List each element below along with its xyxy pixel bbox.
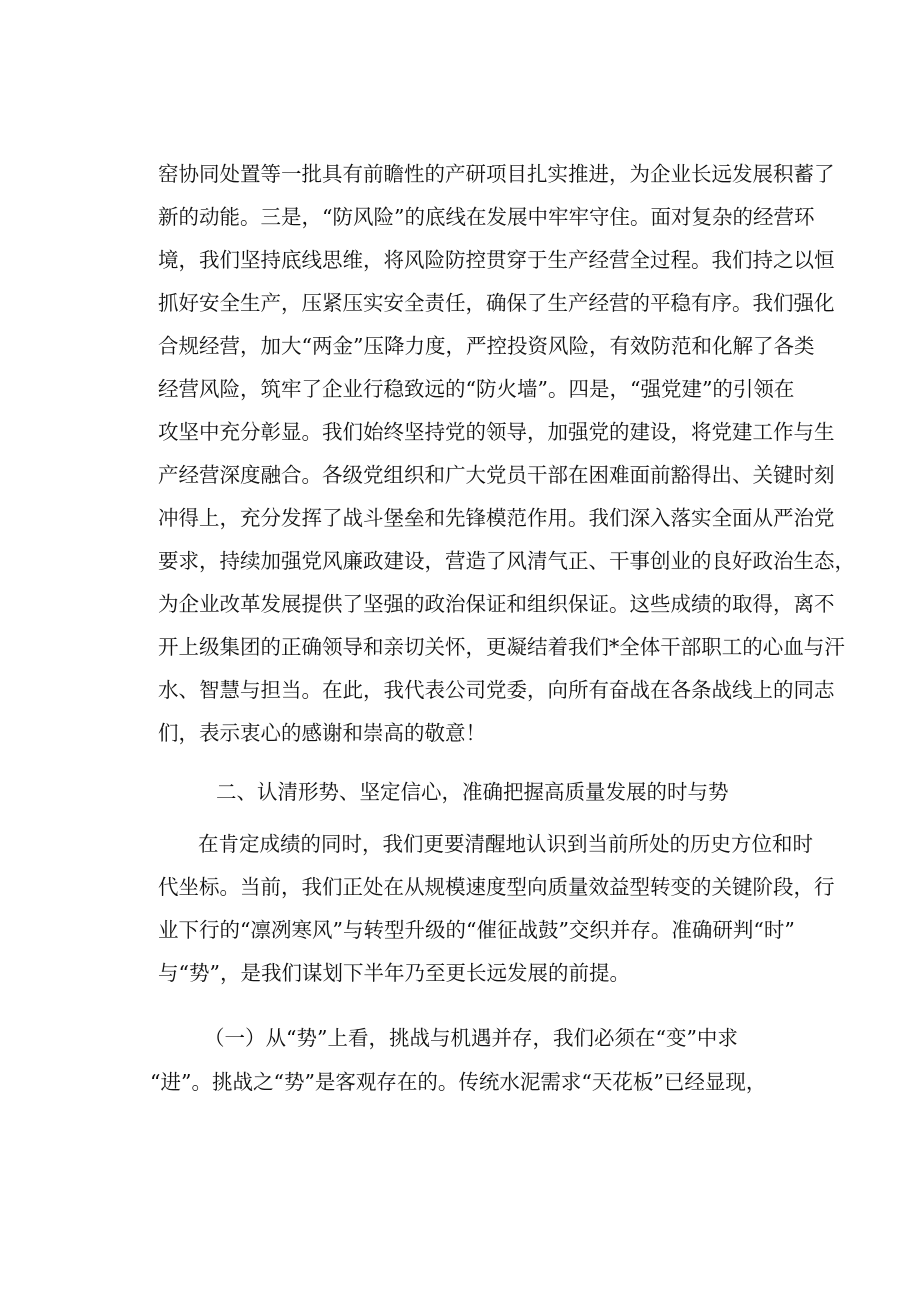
text-line: 境，我们坚持底线思维，将风险防控贯穿于生产经营全过程。我们持之以恒 [158, 248, 835, 272]
text-line: 合规经营，加大“两金”压降力度，严控投资风险，有效防范和化解了各类 [158, 334, 815, 358]
text-line: 要求，持续加强党风廉政建设，营造了风清气正、干事创业的良好政治生态， [158, 549, 855, 573]
text-line: 业下行的“凛冽寒风”与转型升级的“催征战鼓”交织并存。准确研判“时” [158, 918, 795, 942]
text-line: 们，表示衷心的感谢和崇高的敬意！ [158, 721, 486, 745]
text-line: 产经营深度融合。各级党组织和广大党员干部在困难面前豁得出、关键时刻 [158, 463, 835, 487]
text-line: 攻坚中充分彰显。我们始终坚持党的领导，加强党的建设，将党建工作与生 [158, 420, 835, 444]
text-line: 冲得上，充分发挥了战斗堡垒和先锋模范作用。我们深入落实全面从严治党 [158, 506, 835, 530]
text-line: 抓好安全生产，压紧压实安全责任，确保了生产经营的平稳有序。我们强化 [158, 291, 835, 315]
text-line: “进”。挑战之“势”是客观存在的。传统水泥需求“天花板”已经显现， [150, 1070, 767, 1094]
text-line: 与“势”，是我们谋划下半年乃至更长远发展的前提。 [158, 961, 630, 985]
text-line: 水、智慧与担当。在此，我代表公司党委，向所有奋战在各条战线上的同志 [158, 678, 835, 702]
text-line: 经营风险，筑牢了企业行稳致远的“防火墙”。四是，“强党建”的引领在 [158, 377, 795, 401]
text-line: 为企业改革发展提供了坚强的政治保证和组织保证。这些成绩的取得，离不 [158, 592, 835, 616]
section-heading: 二、认清形势、坚定信心，准确把握高质量发展的时与势 [216, 780, 729, 804]
text-line: 在肯定成绩的同时，我们更要清醒地认识到当前所处的历史方位和时 [198, 832, 813, 856]
text-line: 代坐标。当前，我们正处在从规模速度型向质量效益型转变的关键阶段，行 [158, 875, 835, 899]
text-line: 新的动能。三是，“防风险”的底线在发展中牢牢守住。面对复杂的经营环 [158, 205, 815, 229]
text-line: 窑协同处置等一批具有前瞻性的产研项目扎实推进，为企业长远发展积蓄了 [158, 162, 835, 186]
text-line: 开上级集团的正确领导和亲切关怀，更凝结着我们*全体干部职工的心血与汗 [158, 635, 845, 659]
text-line: （一）从“势”上看，挑战与机遇并存，我们必须在“变”中求 [204, 1026, 738, 1050]
